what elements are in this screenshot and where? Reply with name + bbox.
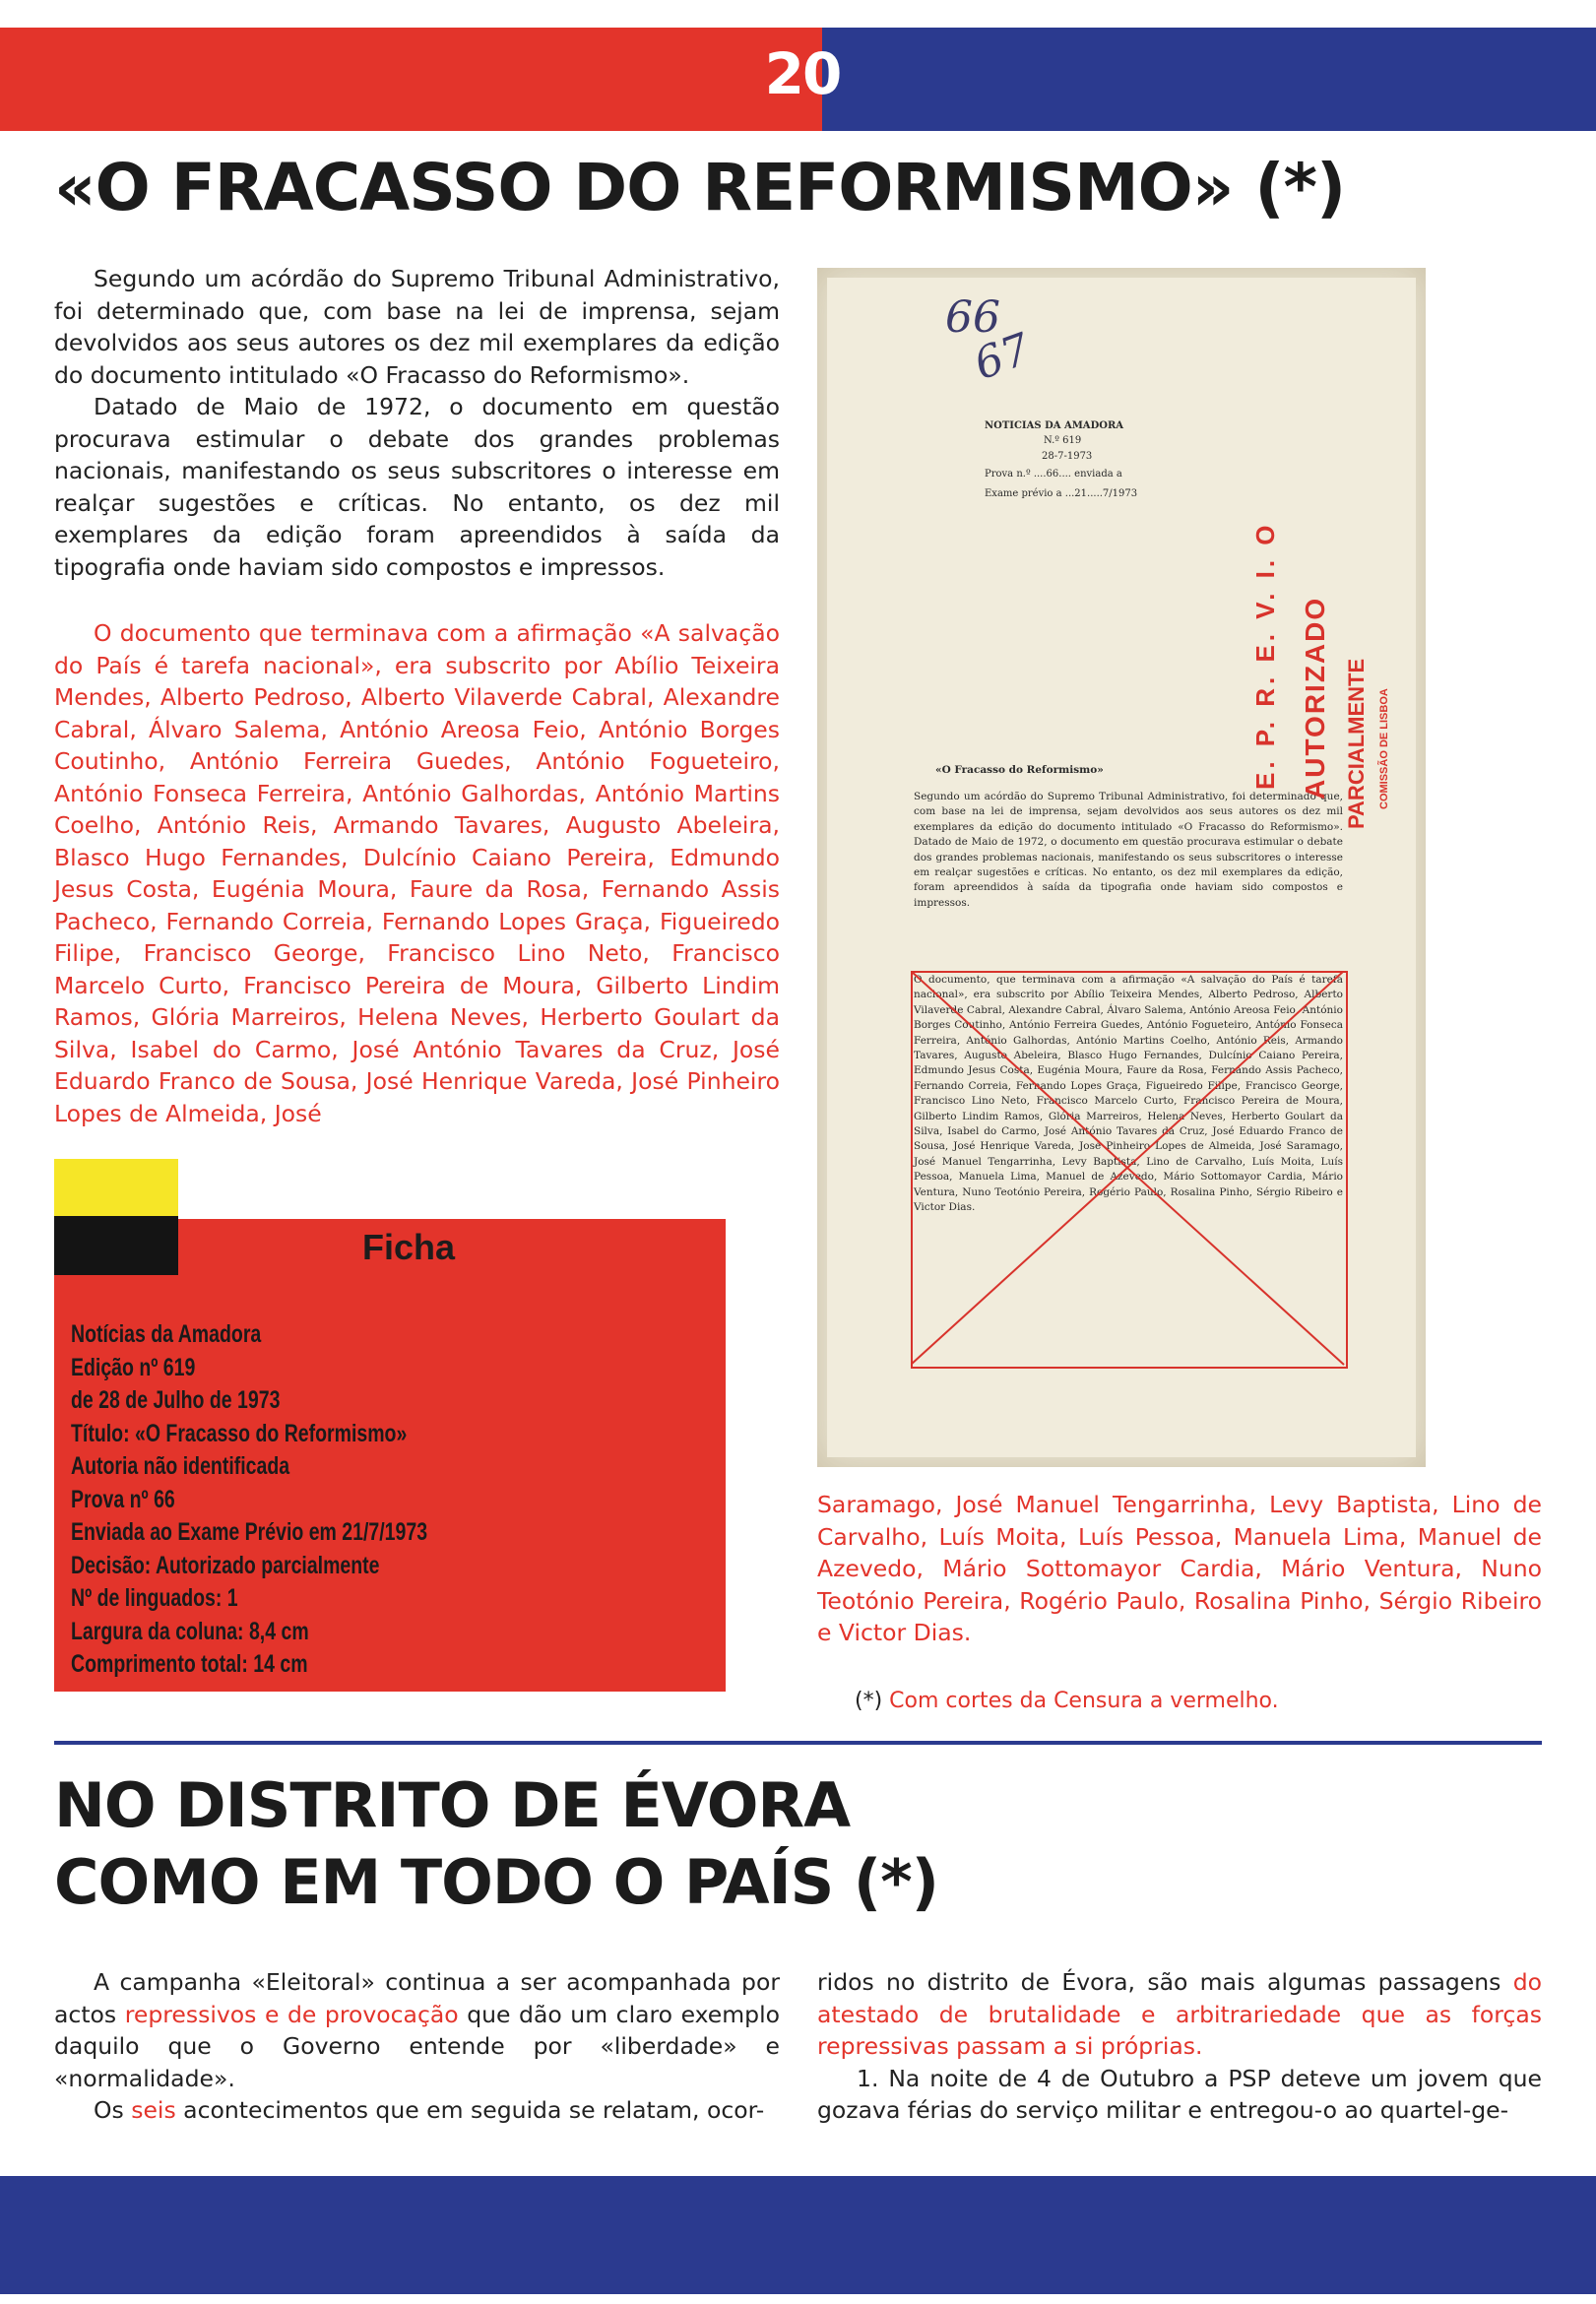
scan-doc-title: «O Fracasso do Reformismo» [935,764,1104,776]
stamp-parcialmente: PARCIALMENTE [1344,658,1369,829]
stamp-autorizado: AUTORIZADO [1300,596,1330,800]
censor-cross-lines [911,971,1348,1369]
ficha-line: Autoria não identificada [71,1452,290,1480]
page-number: 20 [764,40,841,107]
ficha-title: Ficha [362,1227,456,1267]
text-run: A campanha «Eleitoral» continua a ser acompanhada por actos [54,1968,780,2028]
ficha-line: Prova nº 66 [71,1485,175,1513]
article1-censored-text [54,617,780,1129]
article2-para2 [54,2094,780,2127]
top-banner-red [0,28,822,131]
article2-col1 [54,1966,780,2127]
article2-col2 [817,1966,1542,2127]
footnote-mark: (*) [855,1689,883,1713]
text-run-red: seis [131,2096,176,2124]
article1-para3: O documento que terminava com a afirmação «A salvação do País é tarefa nacional», era subscrito por Abílio Teixeira Mendes, Alberto Pedroso, Alberto Vilaverde Cabral, Alexandre Cabral, Álvaro Salema, António Areosa Feio, António Borges Coutinho, António Ferreira Guedes, António Fogueteiro, António Fonseca Ferreira, António Galhordas, António Martins Coelho, António Reis, Armando Tavares, Augusto Abeleira, Blasco Hugo Fernandes, Dulcínio Caiano Pereira, Edmundo Jesus Costa, Eugénia Moura, Faure da Rosa, Fernando Assis Pacheco, Fernando Correia, Fernando Lopes Graça, Figueiredo Filipe, Francisco George, Francisco Lino Neto, Francisco Marcelo Curto, Francisco Pereira de Moura, Gilberto Lindim Ramos, Glória Marreiros, Helena Neves, Herberto Goulart da Silva, Isabel do Carmo, José António Tavares da Cruz, José Eduardo Franco de Sousa, José Henrique Vareda, José Pinheiro Lopes de Almeida, José [54,619,780,1127]
ficha-line: Nº de linguados: 1 [71,1584,238,1612]
text-run: acontecimentos que em seguida se relatam, ocor- [175,2096,765,2124]
bottom-banner [0,2176,1596,2294]
article1-para3-cont: Saramago, José Manuel Tengarrinha, Levy Baptista, Lino de Carvalho, Luís Moita, Luís Pessoa, Manuela Lima, Manuel de Azevedo, Mário Sottomayor Cardia, Mário Ventura, Nuno Teotónio Pereira, Rogério Paulo, Rosalina Pinho, Sérgio Ribeiro e Victor Dias. [817,1491,1542,1646]
scan-doc-censored-text: O documento, que terminava com a afirmação «A salvação do País é tarefa nacional», era subscrito por Abílio Teixeira Mendes, Alberto Pedroso, Alberto Vilaverde Cabral, Alexandre Cabral, Álvaro Salema, António Areosa Feio, António Borges Coutinho, António Ferreira Guedes, António Fogueteiro, António Fonseca Ferreira, António Galhordas, António Martins Coelho, António Reis, Armando Tavares, Augusto Abeleira, Blasco Hugo Fernandes, Dulcínio Caiano Pereira, Edmundo Jesus Costa, Eugénia Moura, Faure da Rosa, Fernando Assis Pacheco, Fernando Correia, Fernando Lopes Graça, Figueiredo Filipe, Francisco George, Francisco Lino Neto, Francisco Marcelo Curto, Francisco Pereira de Moura, Gilberto Lindim Ramos, Glória Marreiros, Helena Neves, Herberto Goulart da Silva, Isabel do Carmo, José António Tavares da Cruz, José Eduardo Franco de Sousa, José Henrique Vareda, José Pinheiro Lopes de Almeida, José Saramago, José Manuel Tengarrinha, Levy Baptista, Lino de Carvalho, Luís Moita, Luís Pessoa, Manuela Lima, Manuel de Azevedo, Mário Sottomayor Cardia, Mário Ventura, Nuno Teotónio Pereira, Rogério Paulo, Rosalina Pinho, Sérgio Ribeiro e Victor Dias. [914,974,1343,1214]
ficha-details [71,1318,701,1682]
article2-title-line2: COMO EM TODO O PAÍS (*) [54,1846,939,1918]
scan-header-line4: Prova n.º ....66.... enviada a [985,469,1122,480]
article1-para1: Segundo um acórdão do Supremo Tribunal Administrativo, foi determinado que, com base na lei de imprensa, sejam devolvidos aos seus autores os dez mil exemplares da edição do documento intitulado «O Fracasso do Reformismo». [54,265,780,389]
document-scan [817,268,1426,1467]
article1-title: «O FRACASSO DO REFORMISMO» (*) [54,150,1346,225]
text-run: Os [94,2096,132,2124]
article2-para1 [54,1966,780,2094]
ficha-line: de 28 de Julho de 1973 [71,1386,281,1414]
ficha-black-block [54,1216,178,1275]
ficha-line: Enviada ao Exame Prévio em 21/7/1973 [71,1518,428,1546]
article1-censored-continuation [817,1489,1542,1649]
article2-title-line1: NO DISTRITO DE ÉVORA [54,1769,851,1841]
section-divider [54,1741,1542,1745]
ficha-yellow-block [54,1159,178,1216]
scan-header-line5: Exame prévio a ...21.....7/1973 [985,488,1138,499]
footnote-text: Com cortes da Censura a vermelho. [889,1689,1279,1713]
text-run: que dão um claro exemplo daquilo que o Governo entende por «liberdade» e «normalidade». [54,2000,780,2092]
text-run-red: repressivos e de provocação [124,2000,459,2028]
ficha-line: Título: «O Fracasso do Reformismo» [71,1419,408,1447]
text-run-red: do atestado de brutalidade e arbitrariedade que as forças repressivas passam a si próprias. [817,1968,1542,2060]
article2-para4: 1. Na noite de 4 de Outubro a PSP deteve um jovem que gozava férias do serviço militar e entregou-o ao quartel-ge- [817,2064,1542,2124]
stamp-exame-previo: E. P. R. E. V. I. O [1250,521,1280,790]
ficha-line: Comprimento total: 14 cm [71,1650,308,1678]
top-banner-blue [822,28,1596,131]
text-run: ridos no distrito de Évora, são mais algumas passagens [817,1968,1513,1996]
scan-paper [827,278,1416,1457]
ficha-line: Largura da coluna: 8,4 cm [71,1617,309,1645]
ficha-line: Edição nº 619 [71,1353,196,1381]
scan-doc-text: Segundo um acórdão do Supremo Tribunal Administrativo, foi determinado que, com base na lei de imprensa, sejam devolvidos aos seus autores os dez mil exemplares da edição do documento intitulado «O Fracasso do Reformismo». Datado de Maio de 1972, o documento em questão procurava estimular o debate dos grandes problemas nacionais, manifestando os seus subscritores o interesse em realçar sugestões e críticas. No entanto, os dez mil exemplares da edição, foram apreendidos à saída da tipografia onde haviam sido compostos e impressos. [914,791,1343,909]
article2-para3 [817,1966,1542,2063]
scan-header-line2: N.º 619 [1044,435,1082,446]
ficha-line: Notícias da Amadora [71,1320,262,1348]
scan-header-line1: NOTICIAS DA AMADORA [985,420,1124,431]
footnote [855,1687,1564,1716]
stamp-comissao-lisboa: COMISSÃO DE LISBOA [1378,688,1390,809]
article1-intro [54,263,780,583]
scan-handwritten-67: 67 [967,323,1038,391]
ficha-line: Decisão: Autorizado parcialmente [71,1551,380,1579]
scan-header-line3: 28-7-1973 [1042,451,1093,462]
scan-handwritten-66: 66 [945,292,1000,343]
article1-para2: Datado de Maio de 1972, o documento em questão procurava estimular o debate dos grandes problemas nacionais, manifestando os seus subscritores o interesse em realçar sugestões e críticas. No entanto, os dez mil exemplares da edição foram apreendidos à saída da tipografia onde haviam sido compostos e impressos. [54,393,780,581]
